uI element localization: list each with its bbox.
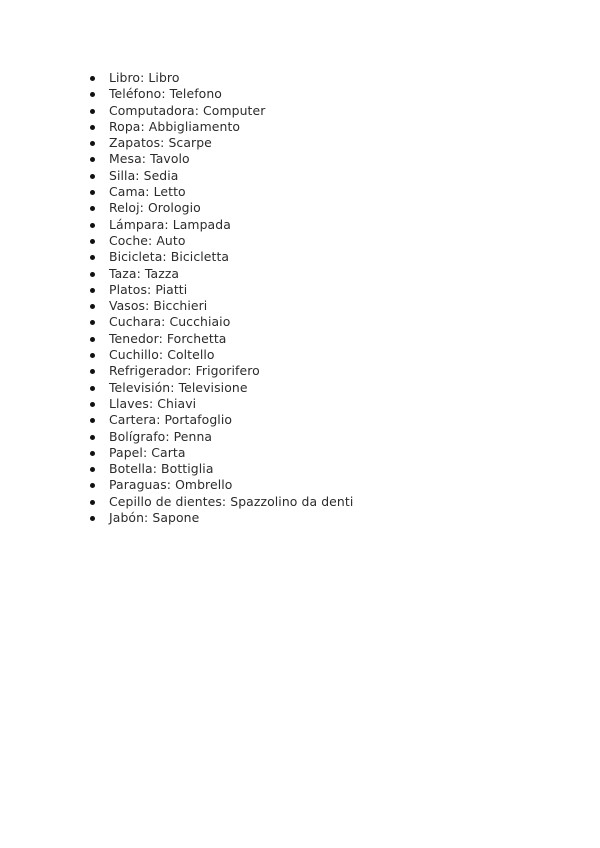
bullet-icon — [90, 304, 95, 309]
list-item — [0, 135, 353, 151]
list-item — [0, 184, 353, 200]
bullet-icon — [90, 272, 95, 277]
list-item — [0, 200, 353, 216]
list-item-text: Vasos: Bicchieri — [109, 298, 208, 314]
bullet-icon — [90, 223, 95, 228]
list-item — [0, 103, 353, 119]
list-item-text: Cama: Letto — [109, 184, 186, 200]
list-item — [0, 266, 353, 282]
list-item-text: Mesa: Tavolo — [109, 151, 190, 167]
bullet-icon — [90, 320, 95, 325]
bullet-icon — [90, 125, 95, 130]
bullet-icon — [90, 174, 95, 179]
bullet-icon — [90, 435, 95, 440]
list-item — [0, 412, 353, 428]
list-item — [0, 119, 353, 135]
bullet-icon — [90, 516, 95, 521]
bullet-icon — [90, 451, 95, 456]
vocabulary-list — [0, 70, 353, 526]
bullet-icon — [90, 190, 95, 195]
list-item-text: Papel: Carta — [109, 444, 186, 460]
list-item — [0, 217, 353, 233]
list-item-text: Bolígrafo: Penna — [109, 428, 213, 444]
list-item-text: Llaves: Chiavi — [109, 395, 197, 411]
bullet-icon — [90, 157, 95, 162]
list-item-text: Tenedor: Forchetta — [109, 330, 227, 346]
list-item-text: Lámpara: Lampada — [109, 216, 231, 232]
list-item-text: Cuchara: Cucchiaio — [109, 314, 231, 330]
list-item — [0, 363, 353, 379]
list-item-text: Refrigerador: Frigorifero — [109, 363, 260, 379]
bullet-icon — [90, 418, 95, 423]
list-item — [0, 396, 353, 412]
list-item-text: Reloj: Orologio — [109, 200, 201, 216]
list-item-text: Televisión: Televisione — [109, 379, 248, 395]
list-item-text: Cepillo de dientes: Spazzolino da denti — [109, 493, 354, 509]
list-item — [0, 429, 353, 445]
list-item — [0, 298, 353, 314]
list-item — [0, 151, 353, 167]
bullet-icon — [90, 500, 95, 505]
list-item — [0, 494, 353, 510]
list-item — [0, 461, 353, 477]
bullet-icon — [90, 467, 95, 472]
list-item — [0, 249, 353, 265]
list-item-text: Ropa: Abbigliamento — [109, 118, 241, 134]
list-item-text: Teléfono: Telefono — [109, 86, 222, 102]
list-item — [0, 282, 353, 298]
bullet-icon — [90, 239, 95, 244]
bullet-icon — [90, 141, 95, 146]
bullet-icon — [90, 483, 95, 488]
list-item-text: Paraguas: Ombrello — [109, 477, 233, 493]
list-item — [0, 233, 353, 249]
bullet-icon — [90, 402, 95, 407]
list-item — [0, 331, 353, 347]
list-item-text: Cuchillo: Coltello — [109, 347, 215, 363]
bullet-icon — [90, 337, 95, 342]
list-item — [0, 168, 353, 184]
list-item — [0, 510, 353, 526]
list-item — [0, 86, 353, 102]
bullet-icon — [90, 76, 95, 81]
list-item — [0, 347, 353, 363]
list-item-text: Cartera: Portafoglio — [109, 412, 233, 428]
list-item-text: Libro: Libro — [109, 70, 180, 85]
list-item — [0, 445, 353, 461]
bullet-icon — [90, 386, 95, 391]
bullet-icon — [90, 288, 95, 293]
bullet-icon — [90, 92, 95, 97]
list-item-text: Platos: Piatti — [109, 281, 188, 297]
list-item-text: Computadora: Computer — [109, 102, 266, 118]
list-item — [0, 477, 353, 493]
list-item-text: Bicicleta: Bicicletta — [109, 249, 230, 265]
list-item — [0, 314, 353, 330]
bullet-icon — [90, 255, 95, 260]
list-item-text: Zapatos: Scarpe — [109, 135, 212, 151]
bullet-icon — [90, 369, 95, 374]
list-item-text: Botella: Bottiglia — [109, 461, 214, 477]
list-item — [0, 380, 353, 396]
bullet-icon — [90, 109, 95, 114]
list-item-text: Silla: Sedia — [109, 167, 179, 183]
list-item-text: Jabón: Sapone — [109, 510, 200, 526]
list-item — [0, 70, 353, 86]
bullet-icon — [90, 206, 95, 211]
list-item-text: Taza: Tazza — [109, 265, 180, 281]
list-item-text: Coche: Auto — [109, 232, 186, 248]
bullet-icon — [90, 353, 95, 358]
